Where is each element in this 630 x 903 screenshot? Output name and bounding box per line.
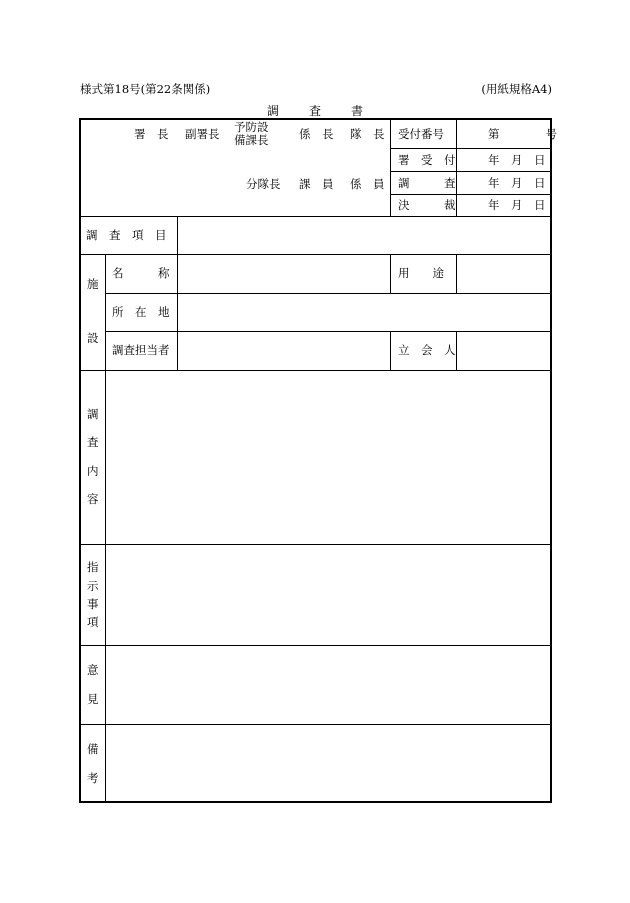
divider bbox=[177, 216, 178, 254]
divider bbox=[456, 254, 457, 293]
approval-prevention-2: 備課長 bbox=[234, 133, 269, 147]
approval-clerk: 係 員 bbox=[350, 177, 385, 191]
divider bbox=[390, 194, 552, 195]
divider bbox=[105, 331, 552, 332]
approval-section-chief: 係 長 bbox=[299, 127, 334, 141]
usage-label: 用 途 bbox=[398, 266, 444, 280]
name-label: 名 称 bbox=[112, 266, 170, 280]
approval-deputy-chief: 副署長 bbox=[185, 127, 220, 141]
approval-staff: 課 員 bbox=[299, 177, 334, 191]
divider bbox=[390, 171, 552, 172]
remarks-label: 考 bbox=[87, 771, 99, 785]
document-title: 調査書 bbox=[266, 104, 393, 118]
approval-prevention-1: 予防設 bbox=[234, 120, 269, 134]
opinion-label: 意 bbox=[87, 663, 99, 677]
content-label: 内 bbox=[87, 464, 99, 478]
instructions-label: 指 bbox=[87, 560, 99, 574]
receipt-label: 調 査 bbox=[398, 176, 456, 190]
divider bbox=[105, 254, 106, 803]
receipt-value: 年 月 日 bbox=[488, 198, 546, 212]
divider bbox=[105, 293, 552, 294]
divider bbox=[79, 216, 552, 217]
content-label: 容 bbox=[87, 492, 99, 506]
divider bbox=[390, 331, 391, 370]
approval-chief: 署 長 bbox=[134, 127, 169, 141]
divider bbox=[79, 645, 552, 646]
facility-label: 施 bbox=[87, 277, 99, 291]
instructions-label: 示 bbox=[87, 579, 99, 593]
receipt-label: 決 裁 bbox=[398, 198, 456, 212]
divider bbox=[79, 724, 552, 725]
receipt-value: 年 月 日 bbox=[488, 153, 546, 167]
instructions-label: 事 bbox=[87, 597, 99, 611]
survey-item-label: 調 査 項 目 bbox=[86, 228, 167, 242]
approval-squad-leader: 分隊長 bbox=[246, 177, 281, 191]
form-number: 様式第18号(第22条関係) bbox=[80, 82, 211, 96]
divider bbox=[390, 148, 552, 149]
opinion-label: 見 bbox=[87, 692, 99, 706]
form-frame bbox=[79, 118, 552, 803]
receipt-value: 第 号 bbox=[488, 127, 557, 141]
content-label: 査 bbox=[87, 435, 99, 449]
divider bbox=[390, 118, 391, 216]
receipt-label: 署 受 付 bbox=[398, 153, 456, 167]
content-label: 調 bbox=[87, 407, 99, 421]
paper-size: (用紙規格A4) bbox=[481, 82, 552, 96]
remarks-label: 備 bbox=[87, 742, 99, 756]
approval-captain: 隊 長 bbox=[350, 127, 385, 141]
facility-label-2: 設 bbox=[87, 331, 99, 345]
divider bbox=[79, 370, 552, 371]
divider bbox=[456, 331, 457, 370]
receipt-value: 年 月 日 bbox=[488, 176, 546, 190]
person-in-charge-label: 調査担当者 bbox=[112, 343, 170, 357]
divider bbox=[390, 254, 391, 293]
receipt-label: 受付番号 bbox=[398, 127, 444, 141]
instructions-label: 項 bbox=[87, 615, 99, 629]
divider bbox=[177, 254, 178, 370]
location-label: 所 在 地 bbox=[112, 305, 170, 319]
divider bbox=[79, 254, 552, 255]
witness-label: 立 会 人 bbox=[398, 343, 456, 357]
divider bbox=[79, 544, 552, 545]
divider bbox=[456, 118, 457, 216]
